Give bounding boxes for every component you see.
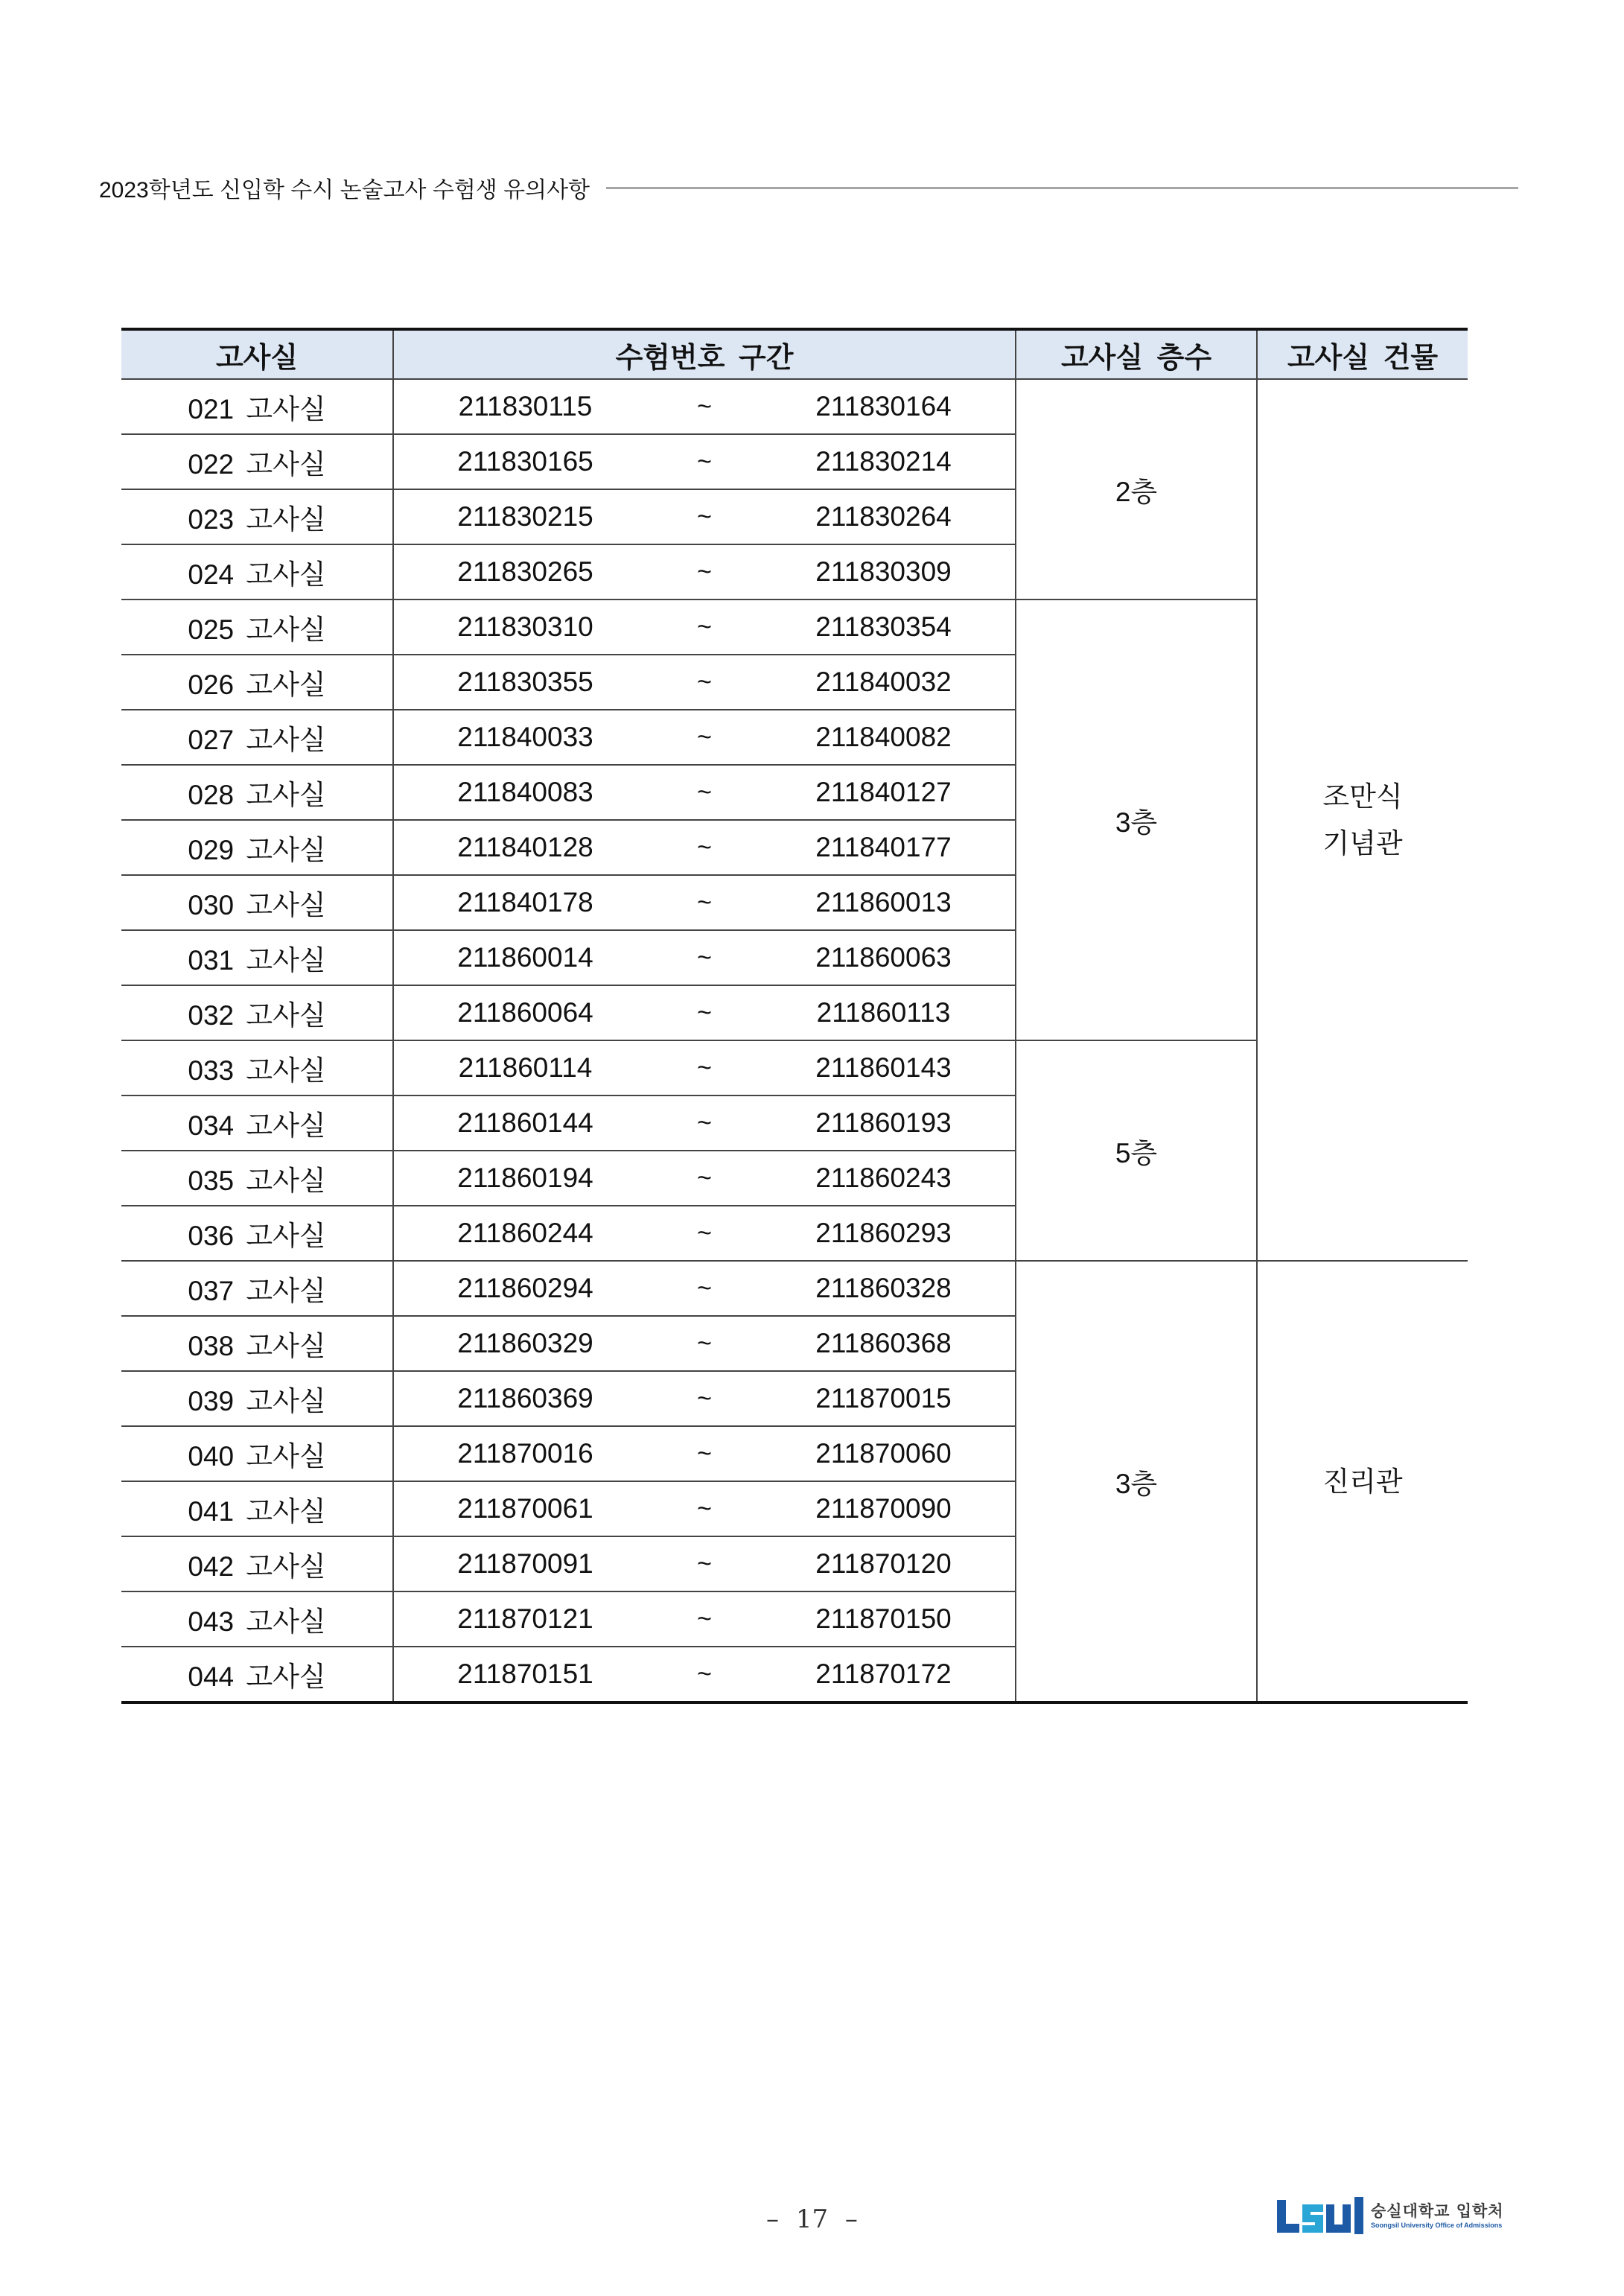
exam-room-table [121, 328, 1468, 1704]
logo-bar [1354, 2197, 1363, 2234]
room-name-cell: 023 고사실 [121, 489, 393, 544]
range-end-cell: 211840032 [752, 655, 1016, 710]
column-header-floor: 고사실 층수 [1016, 329, 1257, 379]
range-start-cell: 211870061 [393, 1481, 657, 1536]
column-header-number-range: 수험번호 구간 [393, 329, 1016, 379]
range-separator-cell: ~ [657, 1647, 752, 1702]
floor-cell: 5층 [1016, 1040, 1257, 1261]
range-start-cell: 211830310 [393, 600, 657, 655]
range-end-cell: 211860243 [752, 1151, 1016, 1206]
range-end-cell: 211830214 [752, 434, 1016, 489]
range-end-cell: 211870172 [752, 1647, 1016, 1702]
range-separator-cell: ~ [657, 1316, 752, 1371]
range-separator-cell: ~ [657, 1591, 752, 1647]
range-separator-cell: ~ [657, 1151, 752, 1206]
room-name-cell: 039 고사실 [121, 1371, 393, 1426]
room-name-cell: 042 고사실 [121, 1536, 393, 1591]
range-end-cell: 211830164 [752, 379, 1016, 434]
range-separator-cell: ~ [657, 1536, 752, 1591]
room-name-cell: 032 고사실 [121, 985, 393, 1040]
range-start-cell: 211860244 [393, 1206, 657, 1261]
room-name-cell: 030 고사실 [121, 875, 393, 930]
range-end-cell: 211870150 [752, 1591, 1016, 1647]
logo-letter-s [1302, 2204, 1323, 2233]
column-header-room: 고사실 [121, 329, 393, 379]
range-separator-cell: ~ [657, 434, 752, 489]
range-start-cell: 211860064 [393, 985, 657, 1040]
range-start-cell: 211840128 [393, 820, 657, 875]
room-name-cell: 037 고사실 [121, 1261, 393, 1316]
range-separator-cell: ~ [657, 544, 752, 600]
logo-letter-u [1326, 2204, 1351, 2233]
range-start-cell: 211870091 [393, 1536, 657, 1591]
range-start-cell: 211860369 [393, 1371, 657, 1426]
range-start-cell: 211860329 [393, 1316, 657, 1371]
range-end-cell: 211860193 [752, 1095, 1016, 1151]
room-name-cell: 021 고사실 [121, 379, 393, 434]
range-start-cell: 211860194 [393, 1151, 657, 1206]
logo-letter-l [1277, 2200, 1299, 2233]
range-start-cell: 211830355 [393, 655, 657, 710]
range-separator-cell: ~ [657, 820, 752, 875]
floor-cell: 2층 [1016, 379, 1257, 600]
range-start-cell: 211870016 [393, 1426, 657, 1481]
room-name-cell: 035 고사실 [121, 1151, 393, 1206]
room-name-cell: 040 고사실 [121, 1426, 393, 1481]
range-separator-cell: ~ [657, 765, 752, 820]
range-separator-cell: ~ [657, 985, 752, 1040]
range-start-cell: 211830165 [393, 434, 657, 489]
table-row [121, 1261, 1468, 1316]
range-end-cell: 211860063 [752, 930, 1016, 985]
logo-text [1371, 2201, 1504, 2230]
range-end-cell: 211870120 [752, 1536, 1016, 1591]
range-separator-cell: ~ [657, 1206, 752, 1261]
range-end-cell: 211830309 [752, 544, 1016, 600]
column-header-building: 고사실 건물 [1257, 329, 1468, 379]
range-separator-cell: ~ [657, 379, 752, 434]
range-end-cell: 211860368 [752, 1316, 1016, 1371]
range-start-cell: 211830215 [393, 489, 657, 544]
range-end-cell: 211860113 [752, 985, 1016, 1040]
document-title: 2023학년도 신입학 수시 논술고사 수험생 유의사항 [99, 178, 590, 203]
range-start-cell: 211830115 [393, 379, 657, 434]
range-end-cell: 211860293 [752, 1206, 1016, 1261]
room-name-cell: 029 고사실 [121, 820, 393, 875]
header-rule [606, 187, 1518, 189]
range-end-cell: 211870060 [752, 1426, 1016, 1481]
room-name-cell: 041 고사실 [121, 1481, 393, 1536]
range-separator-cell: ~ [657, 1426, 752, 1481]
range-separator-cell: ~ [657, 655, 752, 710]
building-name-line: 기념관 [1322, 828, 1403, 859]
table-row [121, 379, 1468, 434]
range-separator-cell: ~ [657, 489, 752, 544]
range-end-cell: 211870015 [752, 1371, 1016, 1426]
range-end-cell: 211860328 [752, 1261, 1016, 1316]
range-end-cell: 211830354 [752, 600, 1016, 655]
range-separator-cell: ~ [657, 1371, 752, 1426]
range-end-cell: 211860143 [752, 1040, 1016, 1095]
range-start-cell: 211830265 [393, 544, 657, 600]
room-name-cell: 034 고사실 [121, 1095, 393, 1151]
room-name-cell: 044 고사실 [121, 1647, 393, 1702]
range-separator-cell: ~ [657, 600, 752, 655]
table-body [121, 379, 1468, 1702]
room-name-cell: 028 고사실 [121, 765, 393, 820]
room-name-cell: 027 고사실 [121, 710, 393, 765]
room-name-cell: 025 고사실 [121, 600, 393, 655]
range-start-cell: 211860114 [393, 1040, 657, 1095]
room-name-cell: 043 고사실 [121, 1591, 393, 1647]
logo-office-subtitle: Soongsil University Office of Admissions [1371, 2222, 1503, 2229]
range-start-cell: 211870151 [393, 1647, 657, 1702]
range-separator-cell: ~ [657, 1481, 752, 1536]
range-end-cell: 211840127 [752, 765, 1016, 820]
range-start-cell: 211860144 [393, 1095, 657, 1151]
logo-office-name: 숭실대학교 입학처 [1371, 2202, 1504, 2220]
range-end-cell: 211870090 [752, 1481, 1016, 1536]
room-name-cell: 038 고사실 [121, 1316, 393, 1371]
room-name-cell: 024 고사실 [121, 544, 393, 600]
table-header-row [121, 329, 1468, 379]
floor-cell: 3층 [1016, 600, 1257, 1040]
soongsil-university-logo-icon [1277, 2197, 1363, 2234]
range-start-cell: 211870121 [393, 1591, 657, 1647]
room-name-cell: 031 고사실 [121, 930, 393, 985]
range-separator-cell: ~ [657, 1040, 752, 1095]
range-start-cell: 211840033 [393, 710, 657, 765]
range-start-cell: 211840083 [393, 765, 657, 820]
range-end-cell: 211860013 [752, 875, 1016, 930]
range-start-cell: 211860294 [393, 1261, 657, 1316]
range-end-cell: 211830264 [752, 489, 1016, 544]
building-cell [1257, 1261, 1468, 1702]
building-name-line: 조만식 [1322, 781, 1403, 812]
range-separator-cell: ~ [657, 1095, 752, 1151]
university-logo [1277, 2197, 1504, 2234]
range-start-cell: 211840178 [393, 875, 657, 930]
room-name-cell: 033 고사실 [121, 1040, 393, 1095]
range-separator-cell: ~ [657, 710, 752, 765]
room-name-cell: 022 고사실 [121, 434, 393, 489]
range-separator-cell: ~ [657, 875, 752, 930]
room-name-cell: 036 고사실 [121, 1206, 393, 1261]
range-end-cell: 211840082 [752, 710, 1016, 765]
range-separator-cell: ~ [657, 930, 752, 985]
range-separator-cell: ~ [657, 1261, 752, 1316]
table-header [121, 329, 1468, 379]
building-cell [1257, 379, 1468, 1261]
building-name-line: 진리관 [1322, 1466, 1403, 1497]
page-header [99, 168, 1518, 207]
floor-cell: 3층 [1016, 1261, 1257, 1702]
range-end-cell: 211840177 [752, 820, 1016, 875]
range-start-cell: 211860014 [393, 930, 657, 985]
page-number: – 17 – [766, 2204, 858, 2234]
room-name-cell: 026 고사실 [121, 655, 393, 710]
